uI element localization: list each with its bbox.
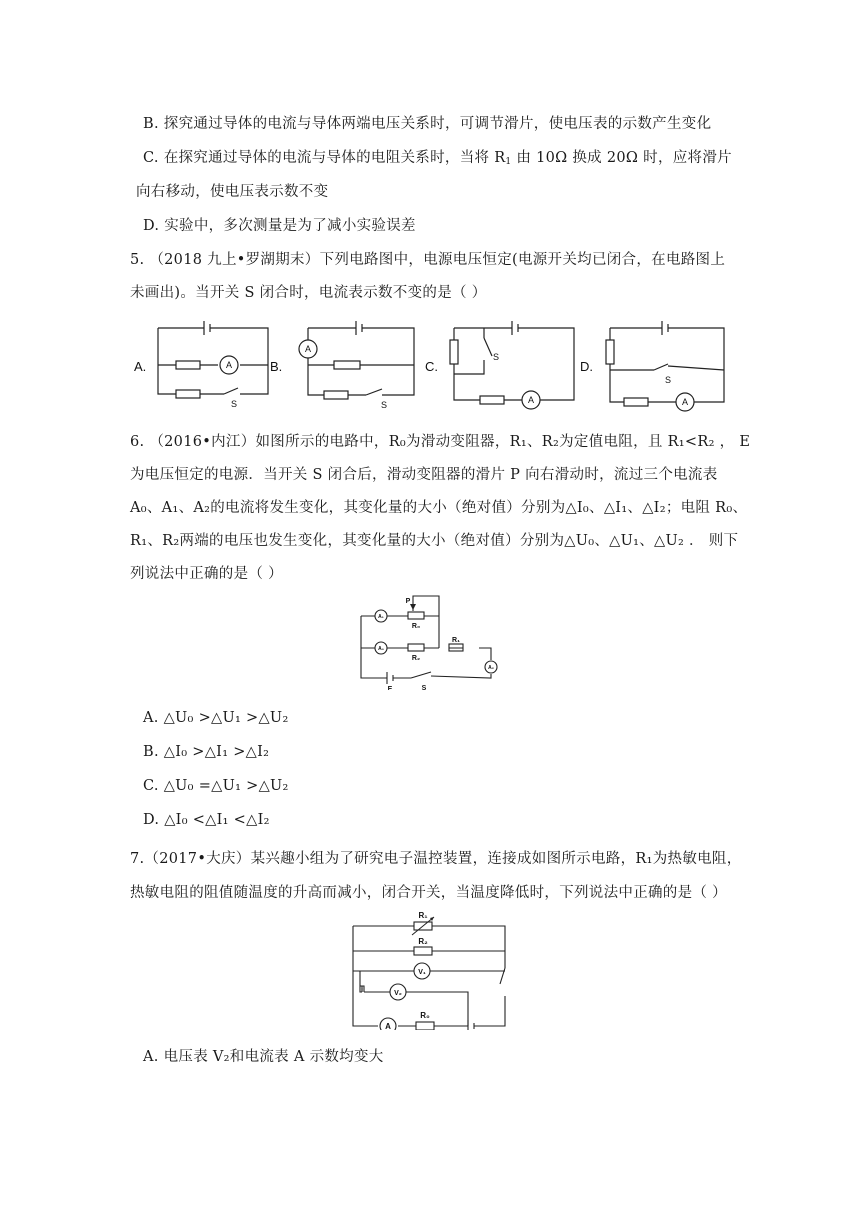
ammeter-a2-label: A₂ bbox=[488, 665, 494, 671]
q4-option-c-continued: 向右移动，使电压表示数不变 bbox=[136, 184, 329, 200]
r2-label: R₂ bbox=[411, 655, 421, 662]
q6-option-a: A. △U₀ >△U₁ >△U₂ bbox=[143, 710, 289, 726]
q6-stem-line1: 6. （2016•内江）如图所示的电路中，R₀为滑动变阻器，R₁、R₂为定值电阻，且 R₁<R₂ ， E bbox=[130, 434, 751, 450]
ammeter-c-label: A bbox=[527, 395, 535, 405]
r2-resistor-label: R₂ bbox=[418, 937, 428, 946]
slider-p-label: P bbox=[405, 598, 411, 605]
q5-stem-line2: 未画出)。当开关 S 闭合时，电流表示数不变的是（ ） bbox=[130, 285, 487, 301]
switch-b-label: S bbox=[380, 400, 388, 410]
q6-option-b: B. △I₀ >△I₁ >△I₂ bbox=[143, 744, 270, 760]
fig-label-d: D. bbox=[580, 359, 593, 374]
r1-label: R₁ bbox=[452, 637, 460, 644]
q5-stem-line1: 5. （2018 九上•罗湖期末）下列电路图中，电源电压恒定(电源开关均已闭合，在电路图上 bbox=[130, 252, 726, 268]
r0-label: R₀ bbox=[411, 623, 421, 630]
q6-stem-line4: R₁、R₂两端的电压也发生变化，其变化量的大小（绝对值）分别为△U₀、△U₁、△U₂ ． 则下 bbox=[130, 533, 739, 549]
ammeter-label: A bbox=[385, 1022, 391, 1030]
r0-resistor-label: R₀ bbox=[420, 1011, 430, 1020]
switch-d-label: S bbox=[664, 375, 672, 385]
switch-a-label: S bbox=[230, 399, 238, 409]
q6-circuit-figure bbox=[355, 590, 505, 690]
q6-stem-line2: 为电压恒定的电源．当开关 S 闭合后，滑动变阻器的滑片 P 向右滑动时，流过三个电流表 bbox=[130, 467, 718, 483]
q4-option-d: D. 实验中，多次测量是为了减小实验误差 bbox=[143, 218, 416, 234]
switch-c-label: S bbox=[492, 352, 500, 362]
voltmeter-v1-label: V₁ bbox=[418, 969, 426, 976]
q7-stem-line2: 热敏电阻的阻值随温度的升高而减小，闭合开关，当温度降低时，下列说法中正确的是（ ） bbox=[130, 885, 727, 901]
thermistor-r1-label: R₁ bbox=[418, 911, 428, 920]
source-e-label: E bbox=[387, 686, 393, 690]
q7-option-a: A. 电压表 V₂和电流表 A 示数均变大 bbox=[143, 1049, 384, 1065]
q7-circuit-figure bbox=[350, 908, 510, 1030]
voltmeter-v2-label: V₂ bbox=[394, 990, 402, 997]
q7-stem-line1: 7.（2017•大庆）某兴趣小组为了研究电子温控装置，连接成如图所示电路，R₁为热敏电阻， bbox=[130, 851, 742, 867]
q6-stem-line3: A₀、A₁、A₂的电流将发生变化，其变化量的大小（绝对值）分别为△I₀、△I₁、△I₂；电阻 R₀、 bbox=[130, 500, 748, 516]
q5-circuit-figures bbox=[128, 316, 734, 412]
fig-label-b: B. bbox=[270, 359, 283, 374]
q6-stem-line5: 列说法中正确的是（ ） bbox=[130, 566, 283, 582]
fig-label-a: A. bbox=[134, 359, 147, 374]
q6-option-d: D. △I₀ <△I₁ <△I₂ bbox=[143, 812, 270, 828]
q4-option-c: C. 在探究通过导体的电流与导体的电阻关系时，当将 $R_1$ 由 10Ω 换成 20Ω 时，应将滑片 bbox=[143, 150, 732, 167]
q4-option-b: B. 探究通过导体的电流与导体两端电压关系时，可调节滑片，使电压表的示数产生变化 bbox=[143, 116, 712, 132]
ammeter-b-label: A bbox=[304, 344, 312, 354]
ammeter-a-label: A bbox=[225, 360, 233, 370]
fig-label-c: C. bbox=[425, 359, 438, 374]
ammeter-a1-label: A₁ bbox=[378, 614, 384, 620]
switch-s-label: S bbox=[421, 685, 427, 690]
ammeter-a0-label: A₀ bbox=[378, 646, 384, 652]
q6-option-c: C. △U₀ =△U₁ >△U₂ bbox=[143, 778, 289, 794]
ammeter-d-label: A bbox=[681, 397, 689, 407]
